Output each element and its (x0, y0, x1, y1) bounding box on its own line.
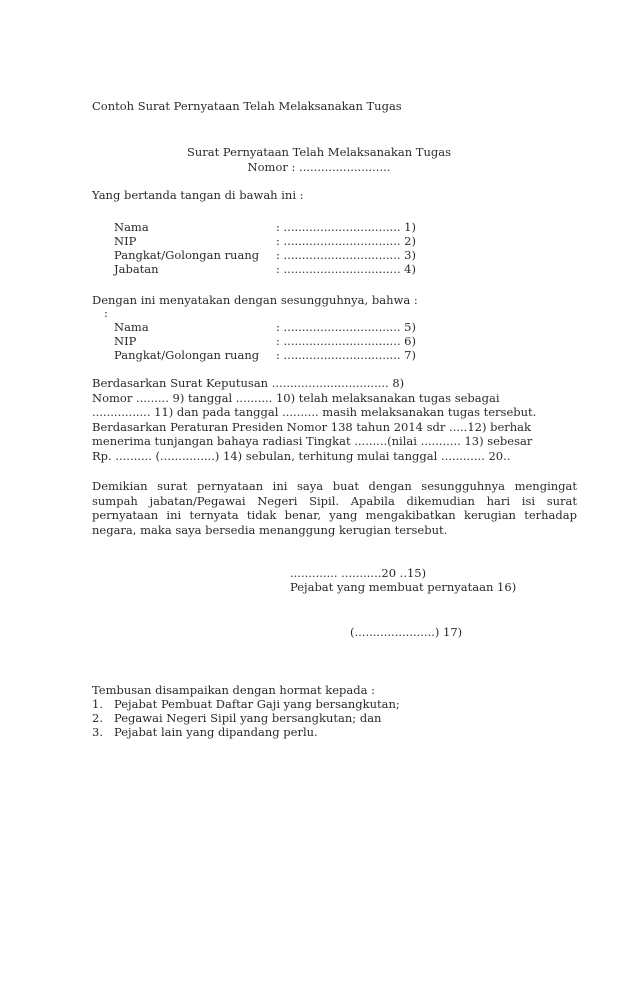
cc-list-item (92, 697, 400, 712)
field-label-nama: Nama (114, 220, 149, 234)
signer-title: Pejabat yang membuat pernyataan 16) (290, 580, 517, 594)
field-label-nip: NIP (114, 234, 137, 248)
cc-text: Pejabat lain yang dipandang perlu. (114, 725, 318, 739)
field-value-nip: : ................................ 6) (276, 334, 416, 348)
field-value-jabatan: : ................................ 4) (276, 262, 416, 276)
field-label-jabatan: Jabatan (114, 262, 159, 276)
paragraph-line: menerima tunjangan bahaya radiasi Tingkat .........(nilai ........... 13) sebesar (92, 434, 533, 448)
field-label-pangkat: Pangkat/Golongan ruang (114, 248, 260, 262)
paragraph-line: Berdasarkan Peraturan Presiden Nomor 138 tahun 2014 sdr .....12) berhak (92, 419, 531, 434)
field-label-nip: NIP (114, 334, 137, 348)
place-date: ............. ...........20 ..15) (290, 566, 427, 580)
field-value-nama: : ................................ 1) (276, 220, 416, 234)
paragraph-line: negara, maka saya bersedia menanggung kerugian tersebut. (92, 522, 448, 537)
field-value-pangkat: : ................................ 3) (276, 248, 416, 262)
decree-paragraph (92, 376, 577, 463)
letter-title: Surat Pernyataan Telah Melaksanakan Tugas (187, 145, 451, 159)
cc-list-item (92, 725, 318, 740)
cc-list-item (92, 711, 381, 726)
document-heading: Contoh Surat Pernyataan Telah Melaksanakan Tugas (92, 99, 402, 113)
paragraph-line: ................ 11) dan pada tanggal .......... masih melaksanakan tugas tersebut. (92, 405, 537, 419)
intro-text: Yang bertanda tangan di bawah ini : (92, 188, 304, 202)
stray-colon: : (104, 306, 108, 320)
field-value-pangkat: : ................................ 7) (276, 348, 416, 362)
cc-number: 3. (92, 725, 103, 739)
statement-text: Dengan ini menyatakan dengan sesungguhnya, bahwa : (92, 293, 418, 307)
paragraph-line: Demikian surat pernyataan ini saya buat dengan sesungguhnya mengingat (92, 479, 577, 493)
field-value-nama: : ................................ 5) (276, 320, 416, 334)
paragraph-line: Nomor ......... 9) tanggal .......... 10) telah melaksanakan tugas sebagai (92, 390, 500, 405)
cc-number: 2. (92, 711, 103, 725)
closing-paragraph (92, 479, 577, 537)
paragraph-line: pernyataan ini ternyata tidak benar, yang mengakibatkan kerugian terhadap (92, 508, 577, 522)
paragraph-line: sumpah jabatan/Pegawai Negeri Sipil. Apabila dikemudian hari isi surat (92, 493, 577, 508)
paragraph-line: Berdasarkan Surat Keputusan ................................ 8) (92, 376, 405, 390)
field-label-nama: Nama (114, 320, 149, 334)
letter-number: Nomor : ......................... (247, 160, 391, 174)
cc-number: 1. (92, 697, 103, 711)
cc-title: Tembusan disampaikan dengan hormat kepada : (92, 683, 376, 697)
signer-name: (......................) 17) (350, 625, 463, 639)
field-label-pangkat: Pangkat/Golongan ruang (114, 348, 260, 362)
cc-text: Pegawai Negeri Sipil yang bersangkutan; dan (114, 711, 382, 725)
paragraph-line: Rp. .......... (...............) 14) sebulan, terhitung mulai tanggal ............ 20.. (92, 448, 511, 463)
cc-text: Pejabat Pembuat Daftar Gaji yang bersangkutan; (114, 697, 400, 711)
field-value-nip: : ................................ 2) (276, 234, 416, 248)
